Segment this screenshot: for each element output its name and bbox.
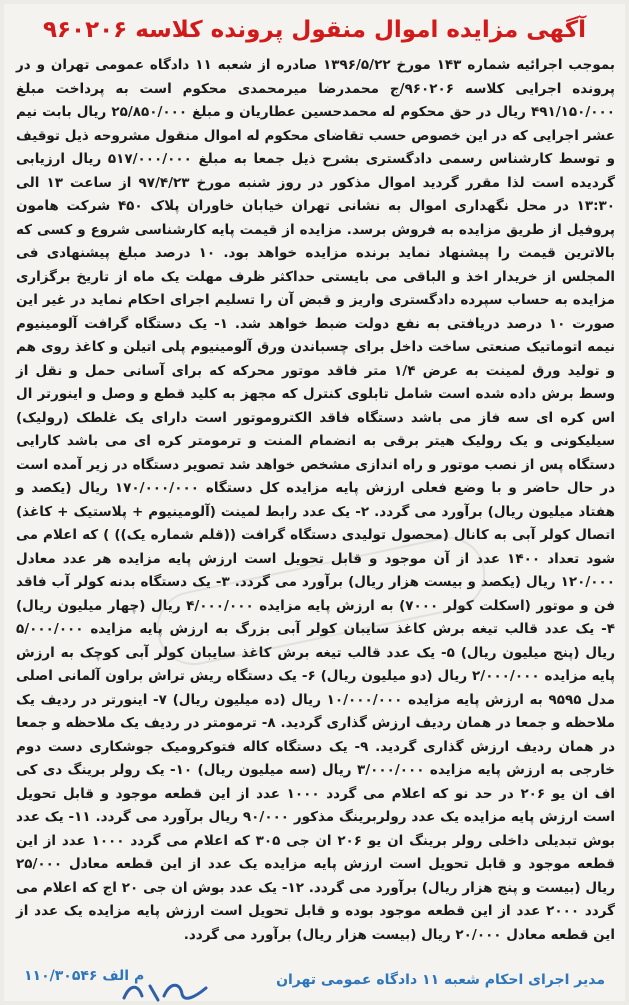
notice-title: آگهی مزایده اموال منقول پرونده کلاسه ۹۶۰۲۰۶ (42, 17, 586, 43)
notice-footer (24, 970, 605, 998)
signature-line: مدیر اجرای احکام شعبه ۱۱ دادگاه عمومی تهران (276, 972, 605, 988)
notice-body: بموجب اجرائیه شماره ۱۴۳ مورخ ۱۳۹۶/۵/۲۲ صادره از شعبه ۱۱ دادگاه عمومی تهران و در پرونده اجرایی کلاسه ۹۶۰۲۰۶/ج محمدرضا میرمحمدی محکوم است به پرداخت مبلغ ۴۹۱/۱۵۰/۰۰۰ ریال در حق محکوم له محمدحسین عطاریان و مبلغ ۲۵/۸۵۰/۰۰۰ ریال بابت نیم عشر اجرایی که در این خصوص حسب تقاضای محکوم له اموال منقول مشروحه ذیل توقیف و توسط کارشناس رسمی دادگستری بشرح ذیل جمعا به مبلغ ۵۱۷/۰۰۰/۰۰۰ ریال ارزیابی گردیده است لذا مقرر گردید اموال مذکور در روز شنبه مورخ ۹۷/۴/۲۳ از ساعت ۱۳ الی ۱۳:۳۰ در محل نگهداری اموال به نشانی تهران خیابان خاوران پلاک ۴۵۰ شرکت هامون پروفیل از طریق مزایده به فروش برسد. مزایده از قیمت پایه کارشناسی شروع و کسی که بالاترین قیمت را پیشنهاد نماید برنده مزایده خواهد بود. ۱۰ درصد مبلغ پیشنهادی فی المجلس از خریدار اخذ و الباقی می بایستی حداکثر ظرف مهلت یک ماه از تاریخ برگزاری مزایده به حساب سپرده دادگستری واریز و قبض آن را تسلیم اجرای احکام نماید در غیر این صورت ۱۰ درصد دریافتی به نفع دولت ضبط خواهد شد. ۱- یک دستگاه گرافت آلومینیوم نیمه اتوماتیک صنعتی ساخت داخل برای چسباندن ورق آلومینیوم پلی اتیلن و کاغذ روی هم و تولید ورق لمینت به عرض ۱/۴ متر فاقد موتور محرکه که برای آسانی حمل و نقل از وسط برش داده شده است شامل تابلوی کنترل که مجهز به کلید قطع و وصل و اینورتر ال اس کره ای سه فاز می باشد دستگاه فاقد الکتروموتور است دارای یک غلطک (رولیک) سیلیکونی و یک رولیک هیتر برقی به انضمام المنت و ترمومتر کره ای می باشد کارایی دستگاه پس از نصب موتور و راه اندازی مشخص خواهد شد تصویر دستگاه در زیر آمده است در حال حاضر و با وضع فعلی ارزش پایه مزایده کل دستگاه ۱۷۰/۰۰۰/۰۰۰ ریال (یکصد و هفتاد میلیون ریال) برآورد می گردد. ۲- یک عدد رابط لمینت (آلومینیوم + پلاستیک + کاغذ) اتصال کولر آبی به کانال (محصول تولیدی دستگاه گرافت ((قلم شماره یک)) ) که اعلام می شود تعداد ۱۴۰۰ عدد از آن موجود و قابل تحویل است ارزش پایه مزایده هر عدد معادل ۱۲۰/۰۰۰ ریال (یکصد و بیست هزار ریال) برآورد می گردد. ۳- یک دستگاه بدنه کولر آب فاقد فن و موتور (اسکلت کولر ۷۰۰۰) به ارزش پایه مزایده ۴/۰۰۰/۰۰۰ ریال (چهار میلیون ریال) ۴- یک عدد قالب تیغه برش کاغذ سایبان کولر آبی بزرگ به ارزش پایه مزایده ۵/۰۰۰/۰۰۰ ریال (پنج میلیون ریال) ۵- یک عدد قالب تیغه برش کاغذ سایبان کولر آبی کوچک به ارزش پایه مزایده ۲/۰۰۰/۰۰۰ ریال (دو میلیون ریال) ۶- یک دستگاه ریش تراش براون آلمانی اصلی مدل ۹۵۹۵ به ارزش پایه مزایده ۱۰/۰۰۰/۰۰۰ ریال (ده میلیون ریال) ۷- اینورتر در ردیف یک ملاحظه و جمعا در همان ردیف ارزش گذاری گردید. ۸- ترمومتر در ردیف یک ملاحظه و جمعا در همان ردیف ارزش گذاری گردید. ۹- یک دستگاه کاله فتوکرومیک جوشکاری دست دوم خارجی به ارزش پایه مزایده ۳/۰۰۰/۰۰۰ ریال (سه میلیون ریال) ۱۰- یک رولر برینگ دی کی اف ان یو ۲۰۶ در حد نو که اعلام می گردد ۱۰۰۰ عدد از این قطعه موجود و قابل تحویل است ارزش پایه مزایده یک عدد رولربرینگ مذکور ۹۰/۰۰۰ ریال برآورد می گردد. ۱۱- یک عدد بوش تبدیلی داخلی رولر برینگ ان یو ۲۰۶ ان جی ۳۰۵ که اعلام می گردد ۱۰۰۰ عدد از این قطعه موجود و قابل تحویل است ارزش پایه مزایده یک عدد از این قطعه معادل ۲۵/۰۰۰ ریال (بیست و پنج هزار ریال) برآورد می گردد. ۱۲- یک عدد بوش ان جی ۲۰ اج که اعلام می گردد ۲۰۰۰ عدد از این قطعه موجود بوده و قابل تحویل است ارزش پایه مزایده یک عدد از این قطعه معادل ۲۰/۰۰۰ ریال (بیست هزار ریال) برآورد می گردد. (16, 57, 616, 943)
handwritten-mark (120, 978, 210, 1004)
auction-notice (4, 4, 625, 1001)
notice-code: م الف ۱۱۰/۳۰۵۴۶ (24, 968, 145, 984)
